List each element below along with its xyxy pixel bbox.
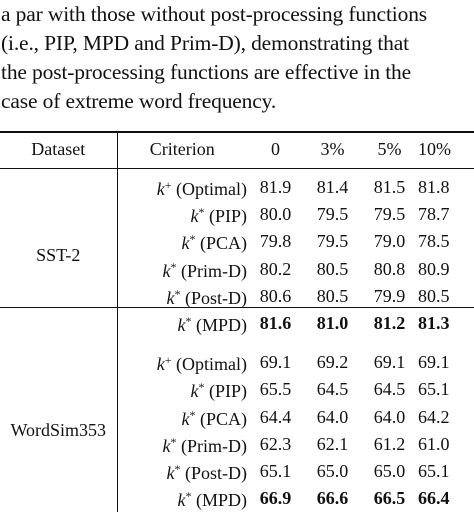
value-cell: 65.1 — [259, 461, 292, 482]
value-cell-best: 66.9 — [259, 488, 292, 509]
dataset-wordsim353: WordSim353 — [0, 349, 117, 512]
value-cell: 78.7 — [418, 204, 450, 225]
value-cell: 79.0 — [373, 231, 406, 252]
value-cell: 80.5 — [316, 258, 349, 279]
value-cell: 80.2 — [259, 258, 292, 279]
value-cell: 69.1 — [259, 352, 292, 373]
value-cell-best: 66.4 — [418, 488, 450, 509]
value-cell: 79.9 — [373, 285, 406, 306]
paragraph-line: the post-processing functions are effective in the — [1, 60, 412, 84]
value-cell: 79.5 — [316, 204, 349, 225]
value-cell: 80.6 — [259, 285, 292, 306]
value-cell: 65.0 — [316, 461, 349, 482]
criterion-cell: k* (PIP) — [190, 205, 247, 227]
value-cell: 64.0 — [316, 406, 349, 427]
value-cell: 64.4 — [259, 406, 292, 427]
criterion-cell: k* (Post-D) — [166, 462, 247, 484]
header-col-3pct: 3% — [320, 139, 345, 159]
header-col-0: 0 — [271, 139, 280, 159]
value-cell: 81.9 — [259, 177, 292, 197]
header-dataset: Dataset — [0, 131, 117, 168]
value-cell: 64.5 — [373, 379, 406, 400]
value-cell: 80.5 — [418, 285, 450, 306]
value-cell: 61.0 — [418, 433, 450, 454]
value-cell: 79.5 — [316, 231, 349, 252]
criterion-cell: k* (PCA) — [181, 232, 247, 254]
value-cell-best: 81.3 — [418, 313, 450, 334]
value-cell: 69.1 — [373, 352, 406, 373]
results-table — [0, 131, 474, 512]
value-cell: 81.5 — [373, 177, 406, 197]
value-cell: 64.0 — [373, 406, 406, 427]
value-cell: 64.2 — [418, 406, 450, 427]
paragraph-line: (i.e., PIP, MPD and Prim-D), demonstrating that — [1, 31, 409, 55]
header-col-10pct: 10% — [418, 139, 451, 159]
value-cell: 65.5 — [259, 379, 292, 400]
value-cell: 65.0 — [373, 461, 406, 482]
criterion-cell: k* (PCA) — [181, 407, 247, 429]
value-cell: 80.0 — [259, 204, 292, 225]
criterion-cell: k* (PIP) — [190, 380, 247, 402]
value-cell: 78.5 — [418, 231, 450, 252]
value-cell: 64.5 — [316, 379, 349, 400]
value-cell: 80.9 — [418, 258, 450, 279]
value-cell: 79.5 — [373, 204, 406, 225]
value-cell: 81.8 — [418, 177, 450, 197]
value-cell: 81.4 — [316, 177, 349, 197]
paragraph — [1, 0, 473, 116]
table-row — [0, 349, 474, 376]
value-cell: 65.1 — [418, 461, 450, 482]
value-cell-best: 66.5 — [373, 488, 406, 509]
value-cell-best: 81.2 — [373, 313, 406, 334]
criterion-cell: k* (Post-D) — [166, 286, 247, 308]
value-cell: 80.5 — [316, 285, 349, 306]
value-cell: 61.2 — [373, 433, 406, 454]
header-criterion: Criterion — [149, 139, 215, 159]
table-row — [0, 174, 474, 201]
header-col-5pct: 5% — [377, 139, 402, 159]
criterion-cell: k* (Prim-D) — [162, 259, 247, 281]
value-cell: 65.1 — [418, 379, 450, 400]
value-cell: 80.8 — [373, 258, 406, 279]
value-cell-best: 66.6 — [316, 488, 349, 509]
criterion-cell: k* (Prim-D) — [162, 434, 247, 456]
value-cell-best: 81.6 — [259, 313, 292, 334]
value-cell: 69.1 — [418, 352, 450, 373]
criterion-cell: k+ (Optimal) — [156, 353, 247, 375]
criterion-cell: k* (MPD) — [177, 314, 247, 336]
value-cell: 62.1 — [316, 433, 349, 454]
value-cell-best: 81.0 — [316, 313, 349, 334]
paragraph-line: a par with those without post-processing functions — [1, 2, 428, 26]
criterion-cell: k* (MPD) — [177, 489, 247, 511]
value-cell: 79.8 — [259, 231, 292, 252]
dataset-sst2: SST-2 — [0, 174, 117, 337]
criterion-cell: k+ (Optimal) — [156, 178, 247, 199]
value-cell: 62.3 — [259, 433, 292, 454]
paragraph-line: case of extreme word frequency. — [1, 89, 277, 113]
table-header-row — [0, 131, 474, 168]
value-cell: 69.2 — [316, 352, 349, 373]
